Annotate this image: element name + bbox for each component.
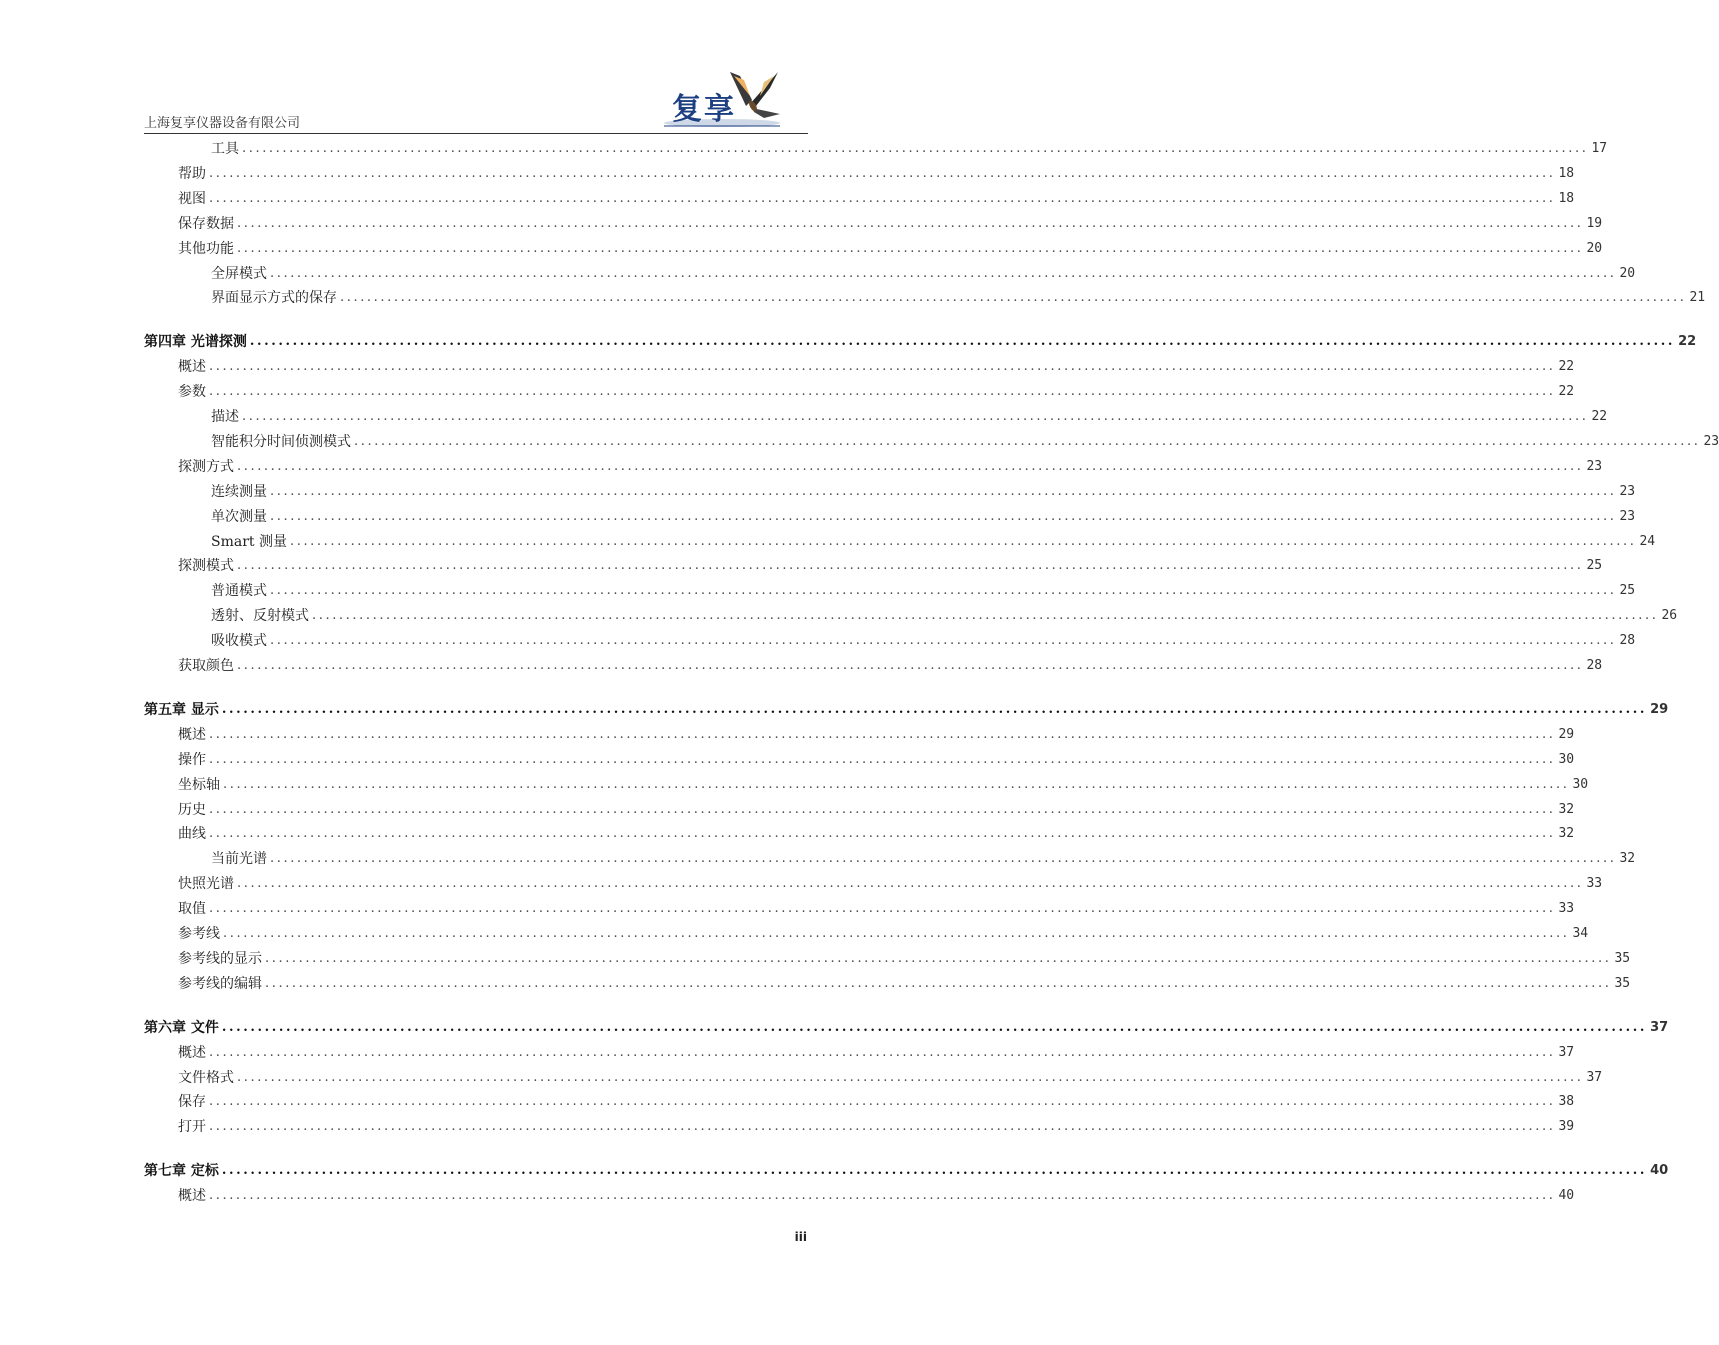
toc-entry-page: 40 (1558, 1188, 1575, 1204)
toc-entry-title: 吸收模式 (211, 633, 267, 650)
toc-entry-page: 29 (1558, 726, 1575, 742)
toc-leader-dots: ........................................................................................................................................................................................................ (265, 950, 1612, 966)
page-number: iii (794, 1230, 807, 1244)
toc-entry-page: 23 (1619, 483, 1636, 499)
toc-entry-title: 单次测量 (211, 508, 267, 525)
toc-leader-dots: ........................................................................................................................................................................................................ (237, 458, 1584, 474)
toc-leader-dots: ........................................................................................................................................................................................................ (209, 1188, 1556, 1204)
toc-entry[interactable] (178, 822, 1575, 844)
toc-entry-page: 32 (1558, 826, 1575, 842)
toc-entry-page: 23 (1586, 458, 1603, 474)
toc-entry[interactable] (178, 380, 1575, 402)
logo-text: 复享 (672, 92, 736, 127)
toc-chapter-entry[interactable] (144, 330, 1697, 352)
toc-entry-page: 37 (1650, 1019, 1669, 1035)
toc-entry-page: 40 (1650, 1163, 1669, 1179)
toc-entry-title: 透射、反射模式 (211, 608, 309, 625)
toc-entry-title: 概述 (178, 1188, 206, 1205)
toc-entry[interactable] (178, 773, 1589, 795)
toc-entry-page: 21 (1689, 290, 1706, 306)
toc-chapter-entry[interactable] (144, 1016, 1669, 1038)
toc-entry[interactable] (211, 629, 1636, 651)
toc-leader-dots: ........................................................................................................................................................................................................ (354, 433, 1701, 449)
toc-chapter-entry[interactable] (144, 698, 1669, 720)
toc-entry[interactable] (211, 430, 1719, 452)
toc-leader-dots: ........................................................................................................................................................................................................ (221, 1019, 1648, 1035)
toc-leader-dots: ........................................................................................................................................................................................................ (209, 801, 1556, 817)
toc-leader-dots: ........................................................................................................................................................................................................ (270, 508, 1617, 524)
toc-entry[interactable] (178, 1184, 1575, 1206)
toc-leader-dots: ........................................................................................................................................................................................................ (340, 290, 1687, 306)
company-name: 上海复享仪器设备有限公司 (144, 116, 301, 131)
toc-entry[interactable] (178, 554, 1603, 576)
toc-entry-title: 智能积分时间侦测模式 (211, 433, 351, 450)
toc-leader-dots: ........................................................................................................................................................................................................ (221, 1163, 1648, 1179)
toc-entry-page: 18 (1558, 165, 1575, 181)
toc-entry[interactable] (211, 262, 1636, 284)
toc-entry-page: 24 (1639, 533, 1656, 549)
toc-leader-dots: ........................................................................................................................................................................................................ (237, 1069, 1584, 1085)
toc-entry[interactable] (178, 798, 1575, 820)
toc-entry[interactable] (211, 847, 1636, 869)
toc-entry-title: 打开 (178, 1119, 206, 1136)
toc-entry[interactable] (178, 355, 1575, 377)
toc-entry[interactable] (178, 723, 1575, 745)
toc-entry-title: 第六章 文件 (144, 1019, 219, 1036)
toc-entry[interactable] (178, 1090, 1575, 1112)
toc-leader-dots: ........................................................................................................................................................................................................ (270, 265, 1617, 281)
toc-entry-page: 32 (1558, 801, 1575, 817)
toc-leader-dots: ........................................................................................................................................................................................................ (270, 633, 1617, 649)
toc-leader-dots: ........................................................................................................................................................................................................ (312, 608, 1659, 624)
toc-entry-page: 22 (1558, 384, 1575, 400)
toc-entry-page: 30 (1558, 751, 1575, 767)
toc-leader-dots: ........................................................................................................................................................................................................ (209, 1044, 1556, 1060)
toc-entry-page: 20 (1586, 240, 1603, 256)
toc-leader-dots: ........................................................................................................................................................................................................ (209, 384, 1556, 400)
toc-entry-title: 视图 (178, 190, 206, 207)
toc-entry-title: Smart 测量 (211, 533, 287, 550)
toc-leader-dots: ........................................................................................................................................................................................................ (209, 901, 1556, 917)
toc-entry-page: 25 (1619, 583, 1636, 599)
toc-entry-title: 概述 (178, 726, 206, 743)
toc-leader-dots: ........................................................................................................................................................................................................ (209, 1119, 1556, 1135)
toc-entry-page: 20 (1619, 265, 1636, 281)
company-logo (660, 66, 785, 130)
toc-entry-title: 参考线的显示 (178, 950, 262, 967)
toc-entry-title: 描述 (211, 409, 239, 425)
toc-entry-title: 当前光谱 (211, 851, 267, 868)
toc-entry[interactable] (178, 455, 1603, 477)
toc-entry-page: 37 (1586, 1069, 1603, 1085)
toc-entry-page: 33 (1558, 901, 1575, 917)
toc-entry-page: 26 (1661, 608, 1678, 624)
toc-leader-dots: ........................................................................................................................................................................................................ (237, 240, 1584, 256)
toc-entry[interactable] (178, 654, 1603, 676)
toc-entry[interactable] (178, 897, 1575, 919)
toc-entry[interactable] (211, 604, 1678, 626)
toc-entry-title: 文件格式 (178, 1069, 234, 1086)
toc-entry-page: 17 (1591, 141, 1608, 156)
toc-entry-page: 22 (1591, 409, 1608, 424)
toc-leader-dots: ........................................................................................................................................................................................................ (209, 165, 1556, 181)
toc-entry-page: 23 (1703, 433, 1719, 449)
toc-leader-dots: ........................................................................................................................................................................................................ (209, 1094, 1556, 1110)
toc-entry-page: 30 (1572, 776, 1589, 792)
toc-leader-dots: ........................................................................................................................................................................................................ (237, 558, 1584, 574)
toc-entry-page: 23 (1619, 508, 1636, 524)
toc-leader-dots: ........................................................................................................................................................................................................ (237, 658, 1584, 673)
toc-leader-dots: ........................................................................................................................................................................................................ (223, 776, 1570, 792)
toc-leader-dots: ........................................................................................................................................................................................................ (209, 726, 1556, 742)
toc-entry[interactable] (178, 947, 1631, 969)
toc-leader-dots: ........................................................................................................................................................................................................ (209, 826, 1556, 842)
toc-entry[interactable] (178, 972, 1631, 994)
toc-entry-page: 35 (1614, 975, 1631, 991)
toc-leader-dots: ........................................................................................................................................................................................................ (289, 533, 1637, 549)
toc-entry[interactable] (211, 405, 1608, 427)
toc-leader-dots: ........................................................................................................................................................................................................ (223, 926, 1570, 941)
toc-entry-page: 37 (1558, 1044, 1575, 1060)
toc-entry[interactable] (211, 286, 1706, 308)
toc-entry-title: 概述 (178, 359, 206, 376)
toc-entry[interactable] (178, 212, 1603, 234)
toc-leader-dots: ........................................................................................................................................................................................................ (270, 583, 1617, 599)
toc-leader-dots: ........................................................................................................................................................................................................ (249, 334, 1676, 350)
toc-entry-page: 25 (1586, 558, 1603, 574)
toc-entry-page: 22 (1678, 334, 1697, 350)
toc-entry-title: 操作 (178, 751, 206, 768)
toc-entry-title: 快照光谱 (178, 876, 234, 893)
toc-entry-page: 18 (1558, 190, 1575, 206)
toc-leader-dots: ........................................................................................................................................................................................................ (270, 483, 1617, 499)
toc-entry[interactable] (178, 187, 1575, 209)
toc-entry-title: 界面显示方式的保存 (211, 290, 337, 307)
toc-leader-dots: ........................................................................................................................................................................................................ (209, 751, 1556, 767)
toc-entry[interactable] (178, 872, 1603, 894)
toc-entry[interactable] (178, 1041, 1575, 1063)
toc-entry-page: 38 (1558, 1094, 1575, 1110)
toc-entry-title: 概述 (178, 1044, 206, 1061)
toc-entry-title: 第五章 显示 (144, 701, 219, 718)
toc-entry-page: 19 (1586, 215, 1603, 231)
toc-entry[interactable] (211, 137, 1608, 159)
toc-entry-title: 取值 (178, 901, 206, 918)
toc-entry[interactable] (178, 1066, 1603, 1088)
toc-entry-title: 工具 (211, 141, 239, 157)
toc-entry-title: 帮助 (178, 165, 206, 182)
toc-leader-dots: ........................................................................................................................................................................................................ (242, 141, 1589, 156)
toc-leader-dots: ........................................................................................................................................................................................................ (270, 851, 1617, 867)
toc-entry-title: 保存数据 (178, 215, 234, 232)
toc-entry-page: 33 (1586, 876, 1603, 892)
toc-entry-page: 29 (1650, 701, 1669, 717)
toc-entry-title: 第七章 定标 (144, 1163, 219, 1180)
toc-entry-page: 39 (1558, 1119, 1575, 1135)
header-divider (144, 133, 808, 134)
toc-entry-title: 普通模式 (211, 583, 267, 600)
toc-entry-title: 其他功能 (178, 240, 234, 257)
toc-entry[interactable] (211, 505, 1636, 527)
toc-entry-page: 34 (1572, 926, 1589, 941)
toc-entry-title: 坐标轴 (178, 776, 220, 793)
toc-entry-title: 参考线的编辑 (178, 975, 262, 992)
toc-entry[interactable] (211, 579, 1636, 601)
toc-chapter-entry[interactable] (144, 1159, 1669, 1181)
toc-entry-title: 曲线 (178, 826, 206, 843)
toc-entry-title: 参考线 (178, 926, 220, 942)
toc-leader-dots: ........................................................................................................................................................................................................ (237, 215, 1584, 231)
toc-entry-title: 获取颜色 (178, 658, 234, 674)
toc-entry-title: 第四章 光谱探测 (144, 334, 247, 351)
toc-entry-page: 28 (1619, 633, 1636, 649)
toc-entry[interactable] (178, 162, 1575, 184)
toc-entry-page: 32 (1619, 851, 1636, 867)
toc-entry-title: 历史 (178, 801, 206, 818)
toc-entry-page: 35 (1614, 950, 1631, 966)
toc-entry-title: 连续测量 (211, 483, 267, 500)
toc-entry[interactable] (178, 922, 1589, 944)
toc-leader-dots: ........................................................................................................................................................................................................ (242, 409, 1589, 424)
toc-entry-title: 参数 (178, 384, 206, 401)
toc-entry-title: 保存 (178, 1094, 206, 1111)
toc-entry-title: 全屏模式 (211, 265, 267, 282)
toc-entry[interactable] (211, 530, 1656, 552)
toc-entry-page: 28 (1586, 658, 1603, 673)
toc-entry-title: 探测模式 (178, 558, 234, 575)
toc-leader-dots: ........................................................................................................................................................................................................ (209, 190, 1556, 206)
toc-entry[interactable] (178, 748, 1575, 770)
toc-entry-page: 22 (1558, 359, 1575, 375)
toc-leader-dots: ........................................................................................................................................................................................................ (237, 876, 1584, 892)
toc-leader-dots: ........................................................................................................................................................................................................ (221, 701, 1648, 717)
toc-entry[interactable] (178, 1115, 1575, 1137)
toc-entry[interactable] (178, 237, 1603, 259)
toc-entry[interactable] (211, 480, 1636, 502)
toc-entry-title: 探测方式 (178, 458, 234, 475)
toc-leader-dots: ........................................................................................................................................................................................................ (209, 359, 1556, 375)
toc-leader-dots: ........................................................................................................................................................................................................ (265, 975, 1612, 991)
